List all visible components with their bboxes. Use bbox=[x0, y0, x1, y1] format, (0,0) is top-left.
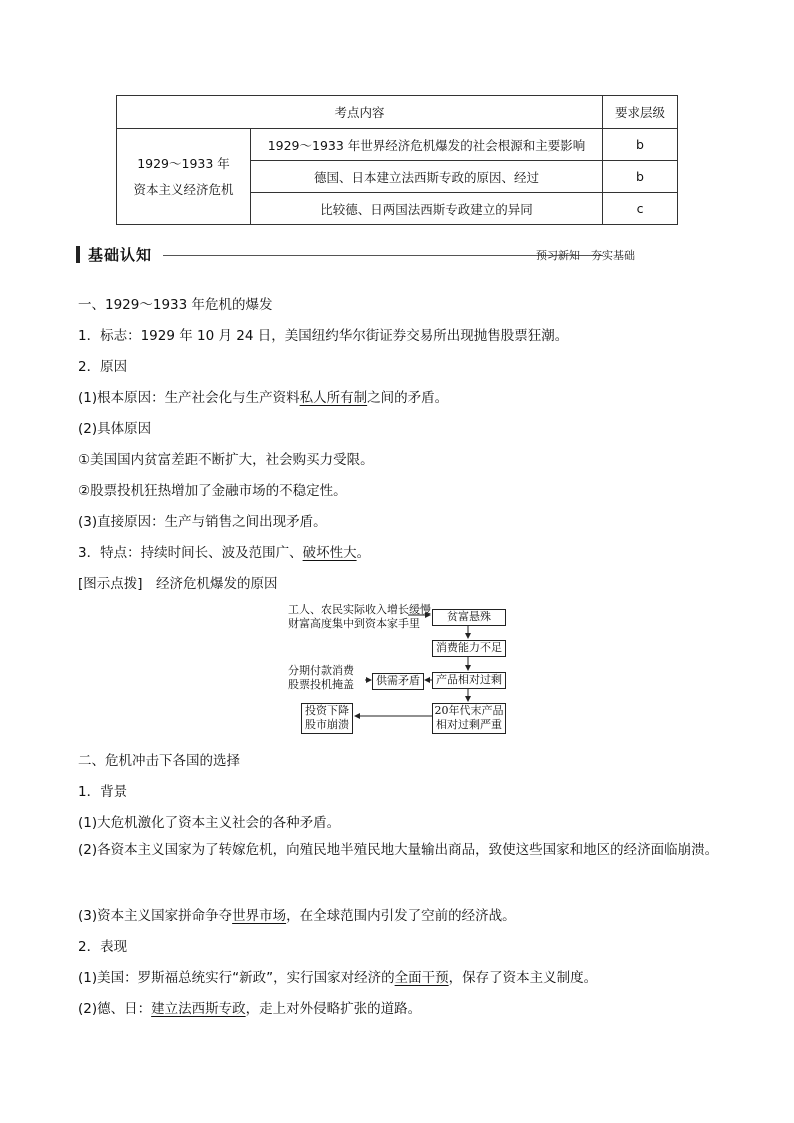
underlined-term: 全面干预 bbox=[394, 970, 449, 986]
crisis-cause-diagram bbox=[280, 600, 510, 740]
underlined-term: 破坏性大 bbox=[302, 545, 357, 561]
diagram-label: 股票投机掩盖 bbox=[288, 678, 354, 691]
section-subtitle: 预习新知 夯实基础 bbox=[536, 249, 635, 262]
paragraph: 2．原因 bbox=[78, 359, 128, 375]
underlined-term: 世界市场 bbox=[232, 908, 287, 924]
row-level: c bbox=[603, 193, 678, 225]
part2-heading: 二、危机冲击下各国的选择 bbox=[78, 753, 240, 769]
text-span: (1)根本原因：生产社会化与生产资料 bbox=[78, 390, 300, 406]
box-rich-poor: 贫富悬殊 bbox=[432, 609, 506, 626]
paragraph: (1)大危机激化了资本主义社会的各种矛盾。 bbox=[78, 815, 341, 831]
paragraph bbox=[78, 997, 421, 1017]
row-content: 德国、日本建立法西斯专政的原因、经过 bbox=[251, 161, 603, 193]
paragraph bbox=[78, 966, 597, 986]
diagram-label: 财富高度集中到资本家手里 bbox=[288, 617, 420, 630]
header-level: 要求层级 bbox=[603, 96, 678, 129]
paragraph bbox=[78, 541, 370, 561]
paragraph bbox=[78, 386, 448, 406]
box-invest-line-1: 投资下降 bbox=[305, 704, 349, 717]
header-content: 考点内容 bbox=[117, 96, 603, 129]
box-20s-line-2: 相对过剩严重 bbox=[436, 718, 502, 731]
figure-caption: [图示点拨] 经济危机爆发的原因 bbox=[78, 576, 278, 592]
table-header-row bbox=[117, 96, 678, 129]
text-span: 。 bbox=[356, 545, 371, 561]
paragraph bbox=[78, 904, 516, 924]
section-marker-bar bbox=[76, 246, 80, 263]
row-level: b bbox=[603, 129, 678, 161]
box-surplus: 产品相对过剩 bbox=[432, 672, 506, 689]
row-content: 比较德、日两国法西斯专政建立的异同 bbox=[251, 193, 603, 225]
paragraph: (2)具体原因 bbox=[78, 421, 152, 437]
diagram-label: 工人、农民实际收入增长缓慢 bbox=[288, 603, 431, 616]
paragraph: 1．背景 bbox=[78, 784, 128, 800]
box-consume: 消费能力不足 bbox=[432, 640, 506, 657]
table-row bbox=[117, 129, 678, 161]
box-20s-line-1: 20年代末产品 bbox=[434, 704, 504, 717]
underlined-term: 建立法西斯专政 bbox=[151, 1001, 246, 1017]
paragraph: ①美国国内贫富差距不断扩大，社会购买力受限。 bbox=[78, 452, 374, 468]
part1-heading: 一、1929～1933 年危机的爆发 bbox=[78, 297, 273, 313]
row-level: b bbox=[603, 161, 678, 193]
topic-cell bbox=[117, 129, 251, 225]
requirements-table bbox=[116, 95, 678, 225]
box-invest bbox=[301, 703, 353, 734]
text-span: (2)德、日： bbox=[78, 1001, 152, 1017]
row-content: 1929～1933 年世界经济危机爆发的社会根源和主要影响 bbox=[251, 129, 603, 161]
section-header bbox=[76, 243, 636, 267]
paragraph: (3)直接原因：生产与销售之间出现矛盾。 bbox=[78, 514, 327, 530]
text-span: (1)美国：罗斯福总统实行“新政”，实行国家对经济的 bbox=[78, 970, 395, 986]
topic-line-2: 资本主义经济危机 bbox=[133, 181, 234, 197]
box-20s bbox=[432, 703, 506, 734]
text-span: (3)资本主义国家拼命争夺 bbox=[78, 908, 233, 924]
topic-line-1: 1929～1933 年 bbox=[137, 155, 230, 171]
text-span: ，走上对外侵略扩张的道路。 bbox=[245, 1001, 422, 1017]
box-supply: 供需矛盾 bbox=[372, 673, 424, 690]
text-span: ，保存了资本主义制度。 bbox=[448, 970, 598, 986]
box-invest-line-2: 股市崩溃 bbox=[305, 718, 349, 731]
text-span: 之间的矛盾。 bbox=[367, 390, 449, 406]
diagram-label: 分期付款消费 bbox=[288, 664, 354, 677]
section-title: 基础认知 bbox=[88, 246, 153, 264]
underlined-term: 私人所有制 bbox=[299, 390, 368, 406]
paragraph: 1．标志：1929 年 10 月 24 日，美国纽约华尔街证券交易所出现抛售股票狂潮。 bbox=[78, 328, 569, 344]
text-span: ，在全球范围内引发了空前的经济战。 bbox=[286, 908, 516, 924]
paragraph: 2．表现 bbox=[78, 939, 128, 955]
text-span: 3．特点：持续时间长、波及范围广、 bbox=[78, 545, 303, 561]
paragraph: (2)各资本主义国家为了转嫁危机，向殖民地半殖民地大量输出商品，致使这些国家和地区的经济面临崩溃。 bbox=[78, 842, 719, 858]
paragraph: ②股票投机狂热增加了金融市场的不稳定性。 bbox=[78, 483, 347, 499]
